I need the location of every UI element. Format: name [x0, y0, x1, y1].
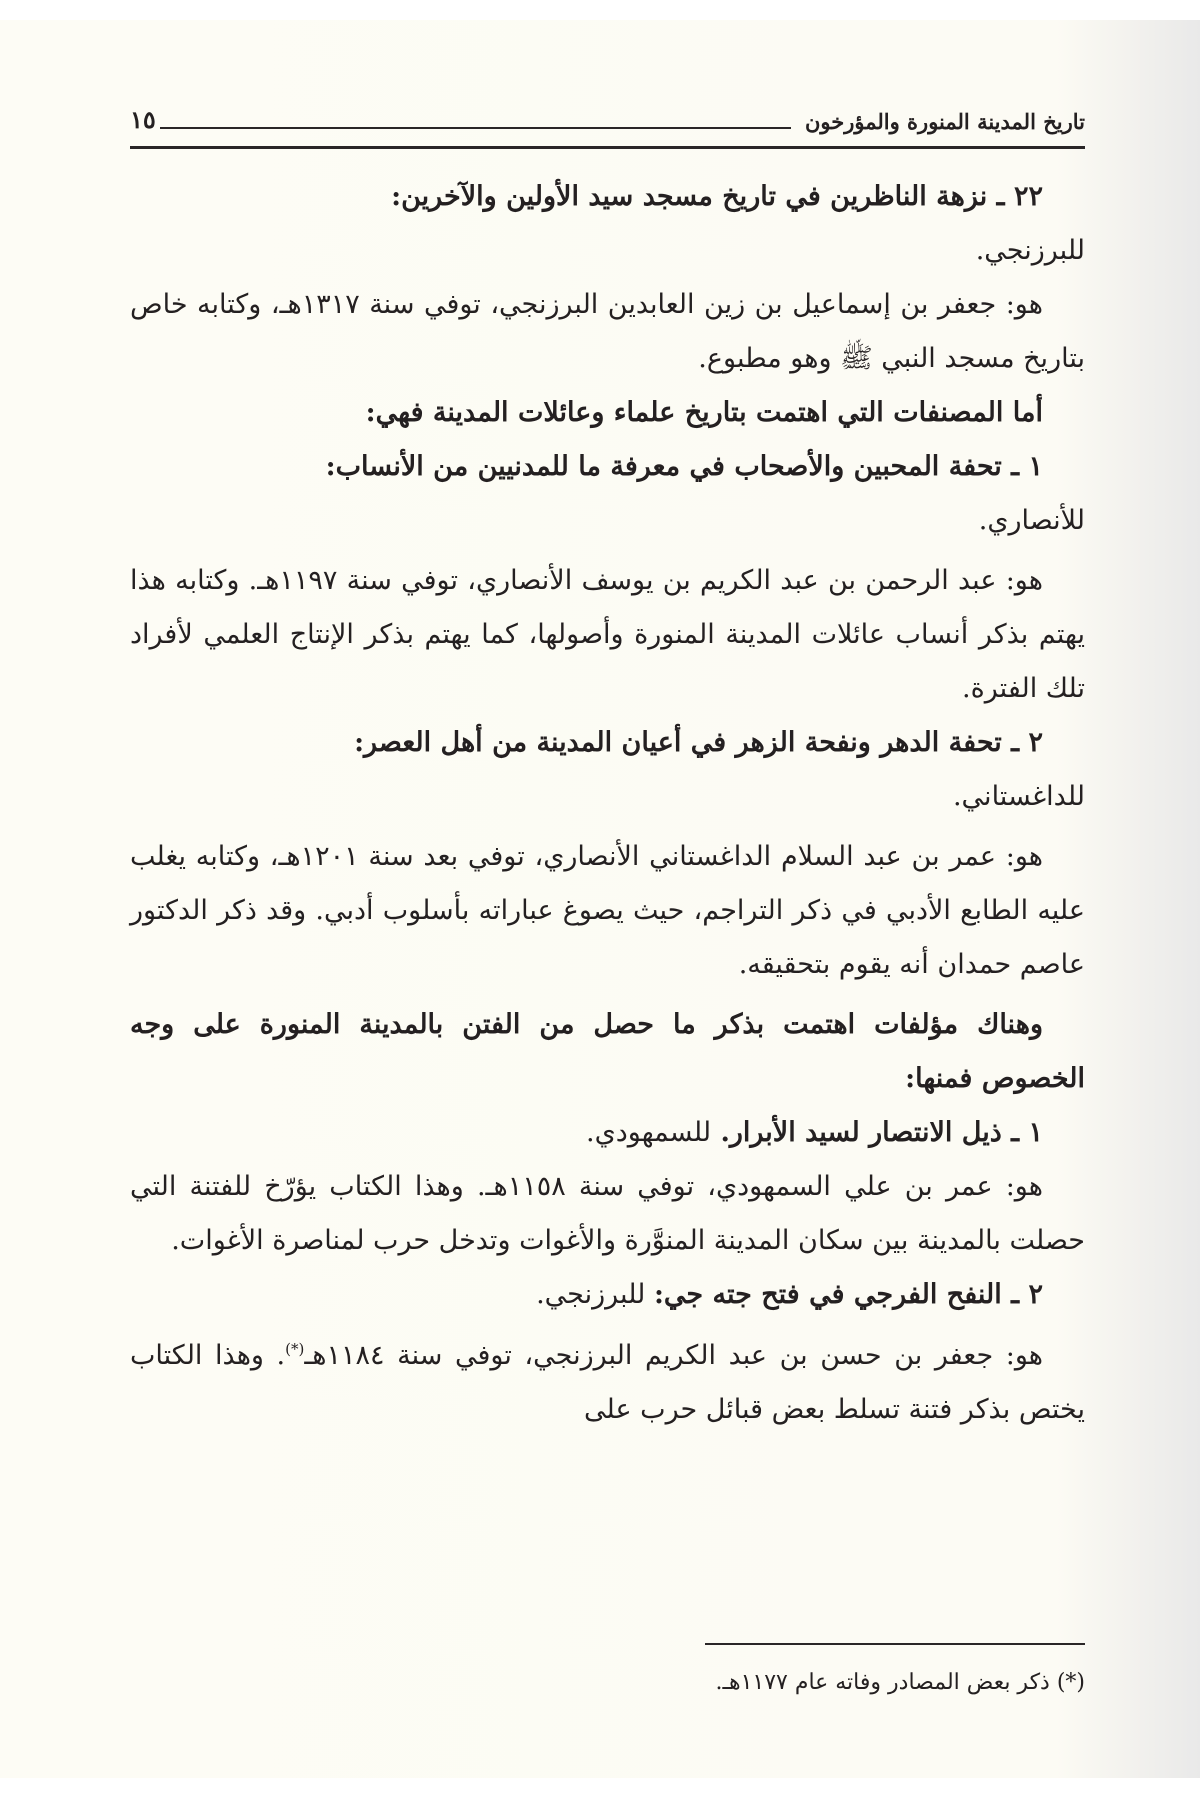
entry-description: هو: عبد الرحمن بن عبد الكريم بن يوسف الأنصاري، توفي سنة ١١٩٧هـ. وكتابه هذا يهتم بذكر أنساب عائلات المدينة المنورة وأصولها، كما يهتم بذكر الإنتاج العلمي لأفراد تلك الفترة. [130, 565, 1085, 704]
book-page [0, 20, 1200, 1778]
footnote-rule [705, 1643, 1085, 1645]
header-leader-line [160, 127, 791, 129]
entry-description [130, 1322, 1085, 1437]
page-number: ١٥ [130, 105, 156, 134]
entry-author: للأنصاري. [978, 505, 1085, 536]
header-rule [130, 146, 1085, 149]
footnote-marker[interactable]: (*) [285, 1340, 305, 1358]
entry-title: ٢٢ ـ نزهة الناظرين في تاريخ مسجد سيد الأولين والآخرين: [391, 181, 1043, 212]
entry-title-with-author [130, 1268, 1085, 1322]
page-content [130, 20, 1085, 1778]
entry-title-with-author [130, 1106, 1085, 1160]
entry-description: هو: عمر بن علي السمهودي، توفي سنة ١١٥٨هـ. وهذا الكتاب يؤرّخ للفتنة التي حصلت بالمدينة بين سكان المدينة المنوَّرة والأغوات وتدخل حرب لمناصرة الأغوات. [130, 1171, 1085, 1256]
entry-title: ٢ ـ النفح الفرجي في فتح جته جي: [653, 1279, 1043, 1310]
entry-title: ٢ ـ تحفة الدهر ونفحة الزهر في أعيان المدينة من أهل العصر: [354, 727, 1043, 758]
entry-description-part: هو: جعفر بن حسن بن عبد الكريم البرزنجي، توفي سنة ١١٨٤هـ [304, 1340, 1044, 1371]
entry-title: ١ ـ ذيل الانتصار لسيد الأبرار. [720, 1117, 1043, 1148]
entry-description: هو: عمر بن عبد السلام الداغستاني الأنصاري، توفي بعد سنة ١٢٠١هـ، وكتابه يغلب عليه الطابع الأدبي في ذكر التراجم، حيث يصوغ عباراته بأسلوب أدبي. وقد ذكر الدكتور عاصم حمدان أنه يقوم بتحقيقه. [130, 841, 1085, 980]
entry-author: للداغستاني. [952, 781, 1085, 812]
body-text [130, 170, 1085, 1437]
entry-description-part: . وهذا الكتاب يختص بذكر فتنة تسلط بعض قبائل حرب على [130, 1340, 1085, 1425]
entry-author: للسمهودي. [586, 1117, 712, 1148]
entry-author: للبرزنجي. [975, 235, 1085, 266]
entry-title: ١ ـ تحفة المحبين والأصحاب في معرفة ما للمدنيين من الأنساب: [325, 451, 1043, 482]
section-intro: أما المصنفات التي اهتمت بتاريخ علماء وعائلات المدينة فهي: [365, 397, 1043, 428]
entry-description: هو: جعفر بن إسماعيل بن زين العابدين البرزنجي، توفي سنة ١٣١٧هـ، وكتابه خاص بتاريخ مسجد النبي ﷺ وهو مطبوع. [130, 289, 1085, 374]
section-intro: وهناك مؤلفات اهتمت بذكر ما حصل من الفتن بالمدينة المنورة على وجه الخصوص فمنها: [130, 1009, 1085, 1094]
footnote: (*) ذكر بعض المصادر وفاته عام ١١٧٧هـ. [715, 1670, 1085, 1695]
entry-author: للبرزنجي. [536, 1279, 646, 1310]
running-header [130, 100, 1085, 134]
running-title: تاريخ المدينة المنورة والمؤرخون [804, 109, 1085, 134]
